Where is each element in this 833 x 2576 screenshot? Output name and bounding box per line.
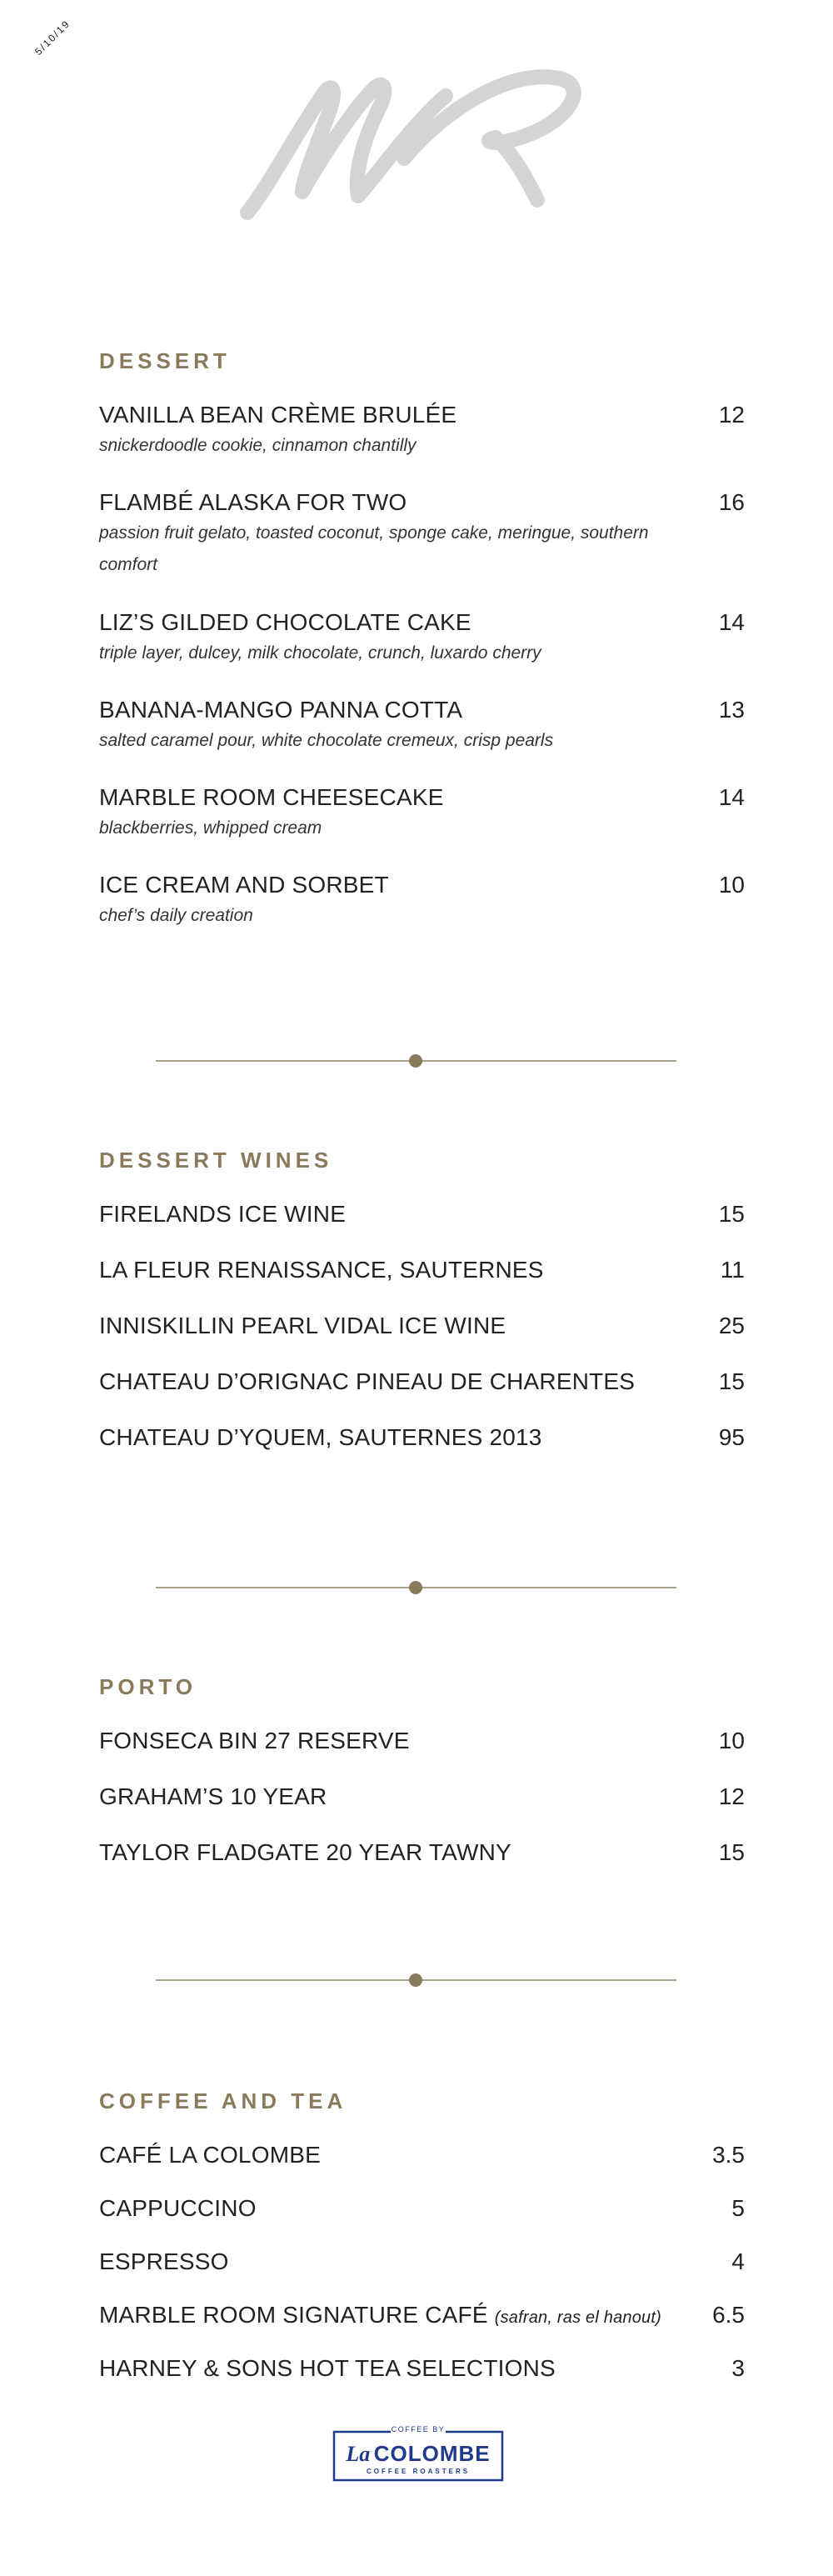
- item-name: FONSECA BIN 27 RESERVE: [99, 1728, 410, 1753]
- menu-item: [99, 784, 745, 844]
- menu-item: [99, 1783, 745, 1810]
- item-price: 14: [718, 784, 745, 810]
- logo-brand-name: COLOMBE: [373, 2441, 491, 2466]
- menu-item: [99, 2142, 745, 2168]
- item-name: LIZ’S GILDED CHOCOLATE CAKE: [99, 609, 471, 635]
- item-name: GRAHAM’S 10 YEAR: [99, 1783, 327, 1809]
- item-price: 12: [718, 1783, 745, 1809]
- item-name-text: MARBLE ROOM SIGNATURE CAFÉ: [99, 2302, 488, 2328]
- item-description: snickerdoodle cookie, cinnamon chantilly: [99, 436, 416, 455]
- menu-item: [99, 1368, 745, 1395]
- item-name: FIRELANDS ICE WINE: [99, 1201, 347, 1227]
- item-name: CAPPUCCINO: [99, 2195, 257, 2221]
- menu-item: [99, 872, 745, 932]
- item-name: BANANA-MANGO PANNA COTTA: [99, 697, 463, 723]
- item-price: 95: [718, 1424, 745, 1450]
- item-name: ESPRESSO: [99, 2248, 229, 2274]
- item-name: ICE CREAM AND SORBET: [99, 872, 389, 898]
- item-name: FLAMBÉ ALASKA FOR TWO: [99, 489, 407, 515]
- menu-item: [99, 697, 745, 757]
- item-name: CAFÉ LA COLOMBE: [99, 2142, 321, 2168]
- item-name: VANILLA BEAN CRÈME BRULÉE: [99, 402, 457, 428]
- item-name: CHATEAU D’ORIGNAC PINEAU DE CHARENTES: [99, 1368, 636, 1394]
- date-stamp: 5/10/19: [32, 17, 73, 58]
- la-colombe-logo: [332, 2425, 504, 2483]
- item-price: 10: [718, 872, 745, 898]
- item-price: 3.5: [712, 2142, 745, 2168]
- menu-item: [99, 1257, 745, 1283]
- item-name: TAYLOR FLADGATE 20 YEAR TAWNY: [99, 1839, 511, 1865]
- item-price: 12: [718, 402, 745, 428]
- item-description: triple layer, dulcey, milk chocolate, crunch, luxardo cherry: [99, 643, 541, 663]
- item-price: 15: [718, 1839, 745, 1865]
- divider-dot: [409, 1581, 422, 1594]
- logo-bottom-text: COFFEE ROASTERS: [366, 2468, 471, 2475]
- section-divider: [156, 1579, 676, 1596]
- item-name: LA FLEUR RENAISSANCE, SAUTERNES: [99, 1257, 544, 1283]
- item-price: 10: [718, 1728, 745, 1753]
- item-price: 14: [718, 609, 745, 635]
- menu-item: [99, 2195, 745, 2222]
- item-price: 4: [731, 2248, 745, 2274]
- item-name: MARBLE ROOM CHEESECAKE: [99, 784, 444, 810]
- item-note: (safran, ras el hanout): [494, 2308, 661, 2327]
- section-title-coffee-and-tea: COFFEE AND TEA: [99, 2088, 347, 2113]
- item-price: 25: [718, 1313, 745, 1338]
- item-description: blackberries, whipped cream: [99, 818, 322, 838]
- item-price: 5: [731, 2195, 745, 2221]
- section-title-dessert-wines: DESSERT WINES: [99, 1148, 333, 1173]
- divider-dot: [409, 1054, 422, 1068]
- item-price: 15: [718, 1201, 745, 1227]
- menu-item: [99, 2248, 745, 2275]
- item-price: 6.5: [712, 2302, 745, 2328]
- item-name: INNISKILLIN PEARL VIDAL ICE WINE: [99, 1313, 506, 1338]
- menu-item: [99, 1839, 745, 1866]
- item-price: 15: [718, 1368, 745, 1394]
- item-name: [99, 2302, 745, 2328]
- section-divider: [156, 1972, 676, 1988]
- section-title-dessert: DESSERT: [99, 348, 231, 373]
- item-price: 11: [720, 1257, 745, 1283]
- item-description: passion fruit gelato, toasted coconut, sponge cake, meringue, southern comfort: [99, 523, 649, 574]
- menu-item: [99, 609, 745, 669]
- logo-top-text: COFFEE BY: [391, 2425, 446, 2433]
- menu-item: [99, 2302, 745, 2328]
- item-description: chef’s daily creation: [99, 906, 253, 925]
- item-description: salted caramel pour, white chocolate cremeux, crisp pearls: [99, 731, 554, 750]
- menu-item: [99, 1201, 745, 1228]
- section-divider: [156, 1053, 676, 1069]
- section-title-porto: PORTO: [99, 1674, 197, 1699]
- menu-item: [99, 402, 745, 462]
- logo-brand-prefix: La: [346, 2442, 371, 2466]
- item-price: 16: [718, 489, 745, 515]
- menu-item: [99, 1313, 745, 1339]
- item-name: HARNEY & SONS HOT TEA SELECTIONS: [99, 2355, 556, 2381]
- menu-item: [99, 1424, 745, 1451]
- divider-dot: [409, 1973, 422, 1987]
- item-price: 13: [718, 697, 745, 723]
- mr-monogram-logo: [237, 58, 587, 225]
- item-name: CHATEAU D’YQUEM, SAUTERNES 2013: [99, 1424, 542, 1450]
- logo-brand: [332, 2441, 504, 2467]
- item-price: 3: [731, 2355, 745, 2381]
- menu-item: [99, 2355, 745, 2382]
- menu-item: [99, 489, 745, 581]
- menu-item: [99, 1728, 745, 1754]
